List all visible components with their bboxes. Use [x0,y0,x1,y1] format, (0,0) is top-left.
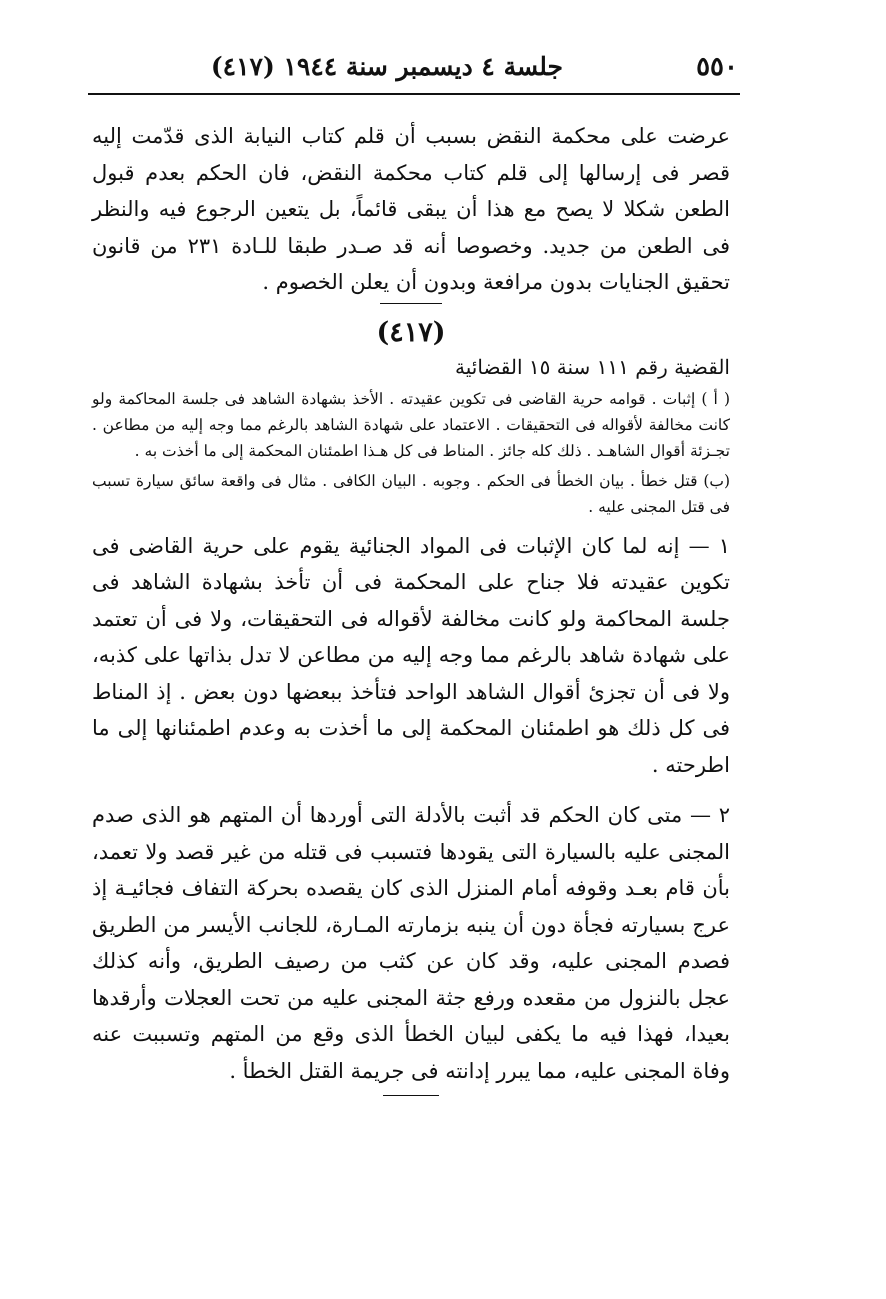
running-header [88,50,738,88]
section-divider [380,303,442,304]
header-title: جلسة ٤ ديسمبر سنة ١٩٤٤ (٤١٧) [210,52,563,81]
holding-2: ٢ — متى كان الحكم قد أثبت بالأدلة التى أوردها أن المتهم هو الذى صدم المجنى عليه بالسيارة التى يقودها فتسبب فى قتله من غير قصد ولا تعمد، بأن قام بعـد وقوفه أمام المنزل الذى كان يقصده بحركة التفاف فجائيـة إذ عرج بسيارته فجأة دون أن ينبه بزمارته المـارة، للجانب الأيسر من الطريق فصدم المجنى عليه، وقد كان عن كثب من رصيف الطريق، وأنه كذلك عجل بالنزول من مقعده ورفع جثة المجنى عليه من تحت العجلات وأرقدها بعيدا، فهذا فيه ما يكفى لبيان الخطأ الذى وقع من المتهم وتسببت عنه وفاة المجنى عليه، مما يبرر إدانته فى جريمة القتل الخطأ . [92,803,730,1083]
summary-b: (ب) قتل خطأ . بيان الخطأ فى الحكم . وجوبه . البيان الكافى . مثال فى واقعة سائق سيارة تسبب فى قتل المجنى عليه . [92,471,730,516]
header-rule [88,93,740,95]
holding-1: ١ — إنه لما كان الإثبات فى المواد الجنائية يقوم على حرية القاضى فى تكوين عقيدته فلا جناح على المحكمة فى أن تأخذ بشهادة الشاهد فى جلسة المحاكمة ولو كانت مخالفة لأقواله فى التحقيقات، ولا فى أن تعتمد على شهادة شاهد بالرغم مما وجه إليه من مطاعن لا تدل بذاتها على كذبه، ولا فى أن تجزئ أقوال الشاهد الواحد فتأخذ ببعضها دون بعض . إذ المناط فى كل ذلك هو اطمئنان المحكمة إلى ما أخذت به وعدم اطمئنانها إلى ما اطرحته . [92,533,730,777]
end-divider [383,1095,439,1096]
intro-paragraph: عرضت على محكمة النقض بسبب أن قلم كتاب النيابة الذى قدّمت إليه قصر فى إرسالها إلى قلم كتاب محكمة النقض، فان الحكم بعدم قبول الطعن شكلا لا يصح مع هذا أن يبقى قائماً، بل يتعين الرجوع فيه والنظر فى الطعن من جديد. وخصوصا أنه قد صـدر طبقا للـادة ٢٣١ من قانون تحقيق الجنايات بدون مرافعة وبدون أن يعلن الخصوم . [92,124,731,294]
case-reference: القضية رقم ١١١ سنة ١٥ القضائية [455,354,730,379]
case-number: (٤١٧) [376,316,446,348]
summary-a: ( أ ) إثبات . قوامه حرية القاضى فى تكوين عقيدته . الأخذ بشهادة الشاهد فى جلسة المحاكمة ولو كانت مخالفة لأقواله فى التحقيقات . الاعتماد على شهادة الشاهد بالرغم مما وجه إليه من مطاعن . تجـزئة أقوال الشاهـد . ذلك كله جائز . المناط فى كل هـذا اطمئنان المحكمة إلى ما أخذت به . [92,389,730,460]
page-number: ٥٥٠ [696,52,738,82]
page-content [92,118,730,1096]
